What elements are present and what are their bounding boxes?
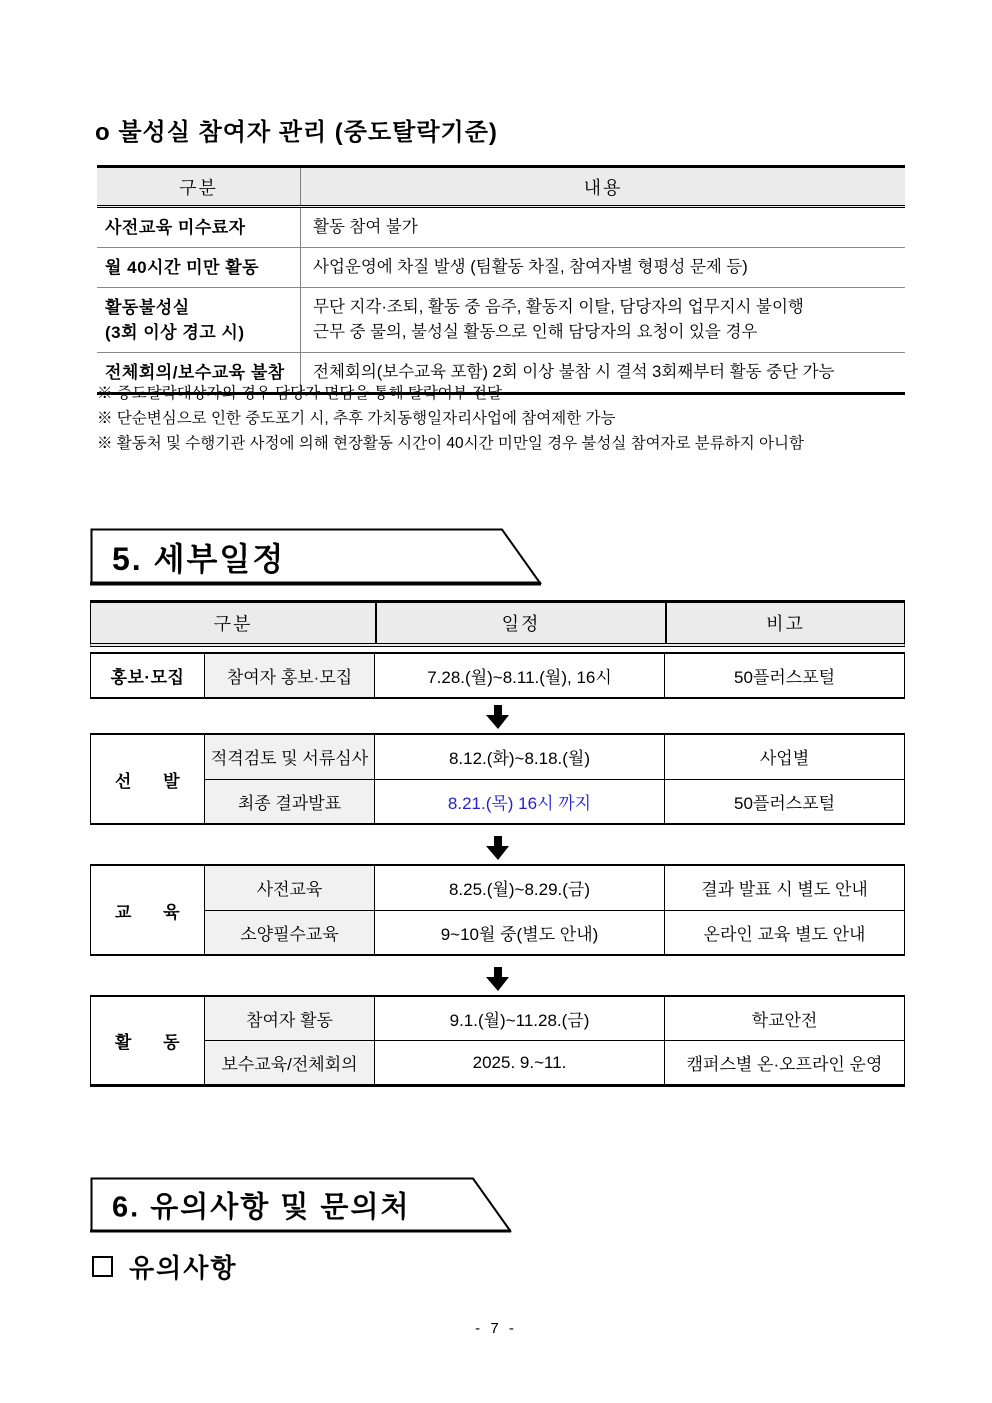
table-row <box>97 208 905 247</box>
table-row <box>97 247 905 287</box>
schedule-header-bigo: 비고 <box>665 603 904 643</box>
dropout-table <box>97 165 905 395</box>
schedule-item: 보수교육/전체회의 <box>205 1041 375 1084</box>
schedule-block-promotion <box>90 652 905 699</box>
schedule-item: 참여자 활동 <box>205 997 375 1040</box>
section-6-title: 6. 유의사항 및 문의처 <box>112 1191 411 1224</box>
schedule-note: 결과 발표 시 별도 안내 <box>701 880 868 900</box>
schedule-item: 사전교육 <box>205 866 375 910</box>
row-content: 무단 지각·조퇴, 활동 중 음주, 활동지 이탈, 담당자의 업무지시 불이행 <box>313 298 804 316</box>
schedule-block-activity <box>90 995 905 1087</box>
schedule-row <box>205 654 904 697</box>
schedule-row <box>205 997 904 1040</box>
block-category: 홍보·모집 <box>91 654 205 697</box>
schedule-row <box>205 866 904 910</box>
row-label: 전체회의/보수교육 불참 <box>105 363 285 382</box>
note-line: ※ 중도탈락대상자의 경우 담당자 면담을 통해 탈락여부 전달 <box>97 385 502 402</box>
dropout-notes <box>97 381 927 456</box>
schedule-row <box>205 779 904 824</box>
schedule-date: 9.1.(월)~11.28.(금) <box>375 997 665 1040</box>
schedule-date: 9~10월 중(별도 안내) <box>375 911 665 955</box>
schedule-item: 소양필수교육 <box>205 911 375 955</box>
section-5-banner <box>90 528 550 586</box>
notice-subheading-label: 유의사항 <box>129 1253 238 1283</box>
schedule-item: 적격검토 및 서류심사 <box>205 735 375 779</box>
row-label: 활동불성실 <box>105 298 190 317</box>
row-label: (3회 이상 경고 시) <box>105 323 245 342</box>
square-bullet-icon <box>92 1256 113 1277</box>
row-content: 근무 중 물의, 불성실 활동으로 인해 담당자의 요청이 있을 경우 <box>313 323 758 341</box>
note-line: ※ 단순변심으로 인한 중도포기 시, 추후 가치동행일자리사업에 참여제한 가능 <box>97 410 616 427</box>
schedule-note: 50플러스포털 <box>733 793 836 813</box>
schedule-note: 캠퍼스별 온·오프라인 운영 <box>686 1055 883 1074</box>
schedule-row <box>205 1040 904 1084</box>
table-row <box>97 287 905 352</box>
row-label: 사전교육 미수료자 <box>105 218 246 237</box>
note-line: ※ 활동처 및 수행기관 사정에 의해 현장활동 시간이 40시간 미만일 경우 불성실 참여자로 분류하지 아니함 <box>97 435 804 452</box>
schedule-item: 최종 결과발표 <box>205 780 375 824</box>
block-category: 활 동 <box>91 997 205 1084</box>
dropout-table-header <box>97 168 905 208</box>
schedule-table-header <box>90 600 905 647</box>
block-category: 선 발 <box>91 735 205 823</box>
section-5-title: 5. 세부일정 <box>112 541 286 577</box>
section-6-banner <box>90 1177 520 1233</box>
schedule-block-education <box>90 864 905 956</box>
dropout-header-label: 구분 <box>179 177 218 198</box>
block-category: 교 육 <box>91 866 205 954</box>
schedule-note: 학교안전 <box>751 1011 818 1030</box>
schedule-note: 사업별 <box>759 749 810 769</box>
row-label: 월 40시간 미만 활동 <box>105 258 260 277</box>
schedule-date: 2025. 9.~11. <box>375 1041 665 1084</box>
schedule-header-gubun: 구분 <box>213 614 253 634</box>
dropout-heading: o 불성실 참여자 관리 (중도탈락기준) <box>95 119 498 146</box>
schedule-row <box>205 735 904 779</box>
schedule-date: 8.21.(목) 16시 까지 <box>375 780 665 824</box>
down-arrow-icon <box>485 705 511 729</box>
notice-subheading <box>92 1248 237 1285</box>
dropout-header-content: 내용 <box>300 168 905 205</box>
schedule-item: 참여자 홍보·모집 <box>205 654 375 697</box>
down-arrow-icon <box>485 967 511 991</box>
down-arrow-icon <box>485 836 511 860</box>
schedule-date: 8.12.(화)~8.18.(월) <box>375 735 665 779</box>
page-number: - 7 - <box>475 1320 517 1337</box>
schedule-block-selection <box>90 733 905 825</box>
row-content: 사업운영에 차질 발생 (팀활동 차질, 참여자별 형평성 문제 등) <box>313 258 748 276</box>
row-content: 활동 참여 불가 <box>313 218 418 236</box>
schedule-row <box>205 910 904 955</box>
row-content: 전체회의(보수교육 포함) 2회 이상 불참 시 결석 3회째부터 활동 중단 가능 <box>313 363 835 381</box>
schedule-date: 7.28.(월)~8.11.(월), 16시 <box>375 654 665 697</box>
schedule-note: 50플러스포털 <box>733 668 836 687</box>
schedule-header-iljung: 일정 <box>375 603 665 643</box>
schedule-note: 온라인 교육 별도 안내 <box>703 924 866 944</box>
schedule-date: 8.25.(월)~8.29.(금) <box>375 866 665 910</box>
